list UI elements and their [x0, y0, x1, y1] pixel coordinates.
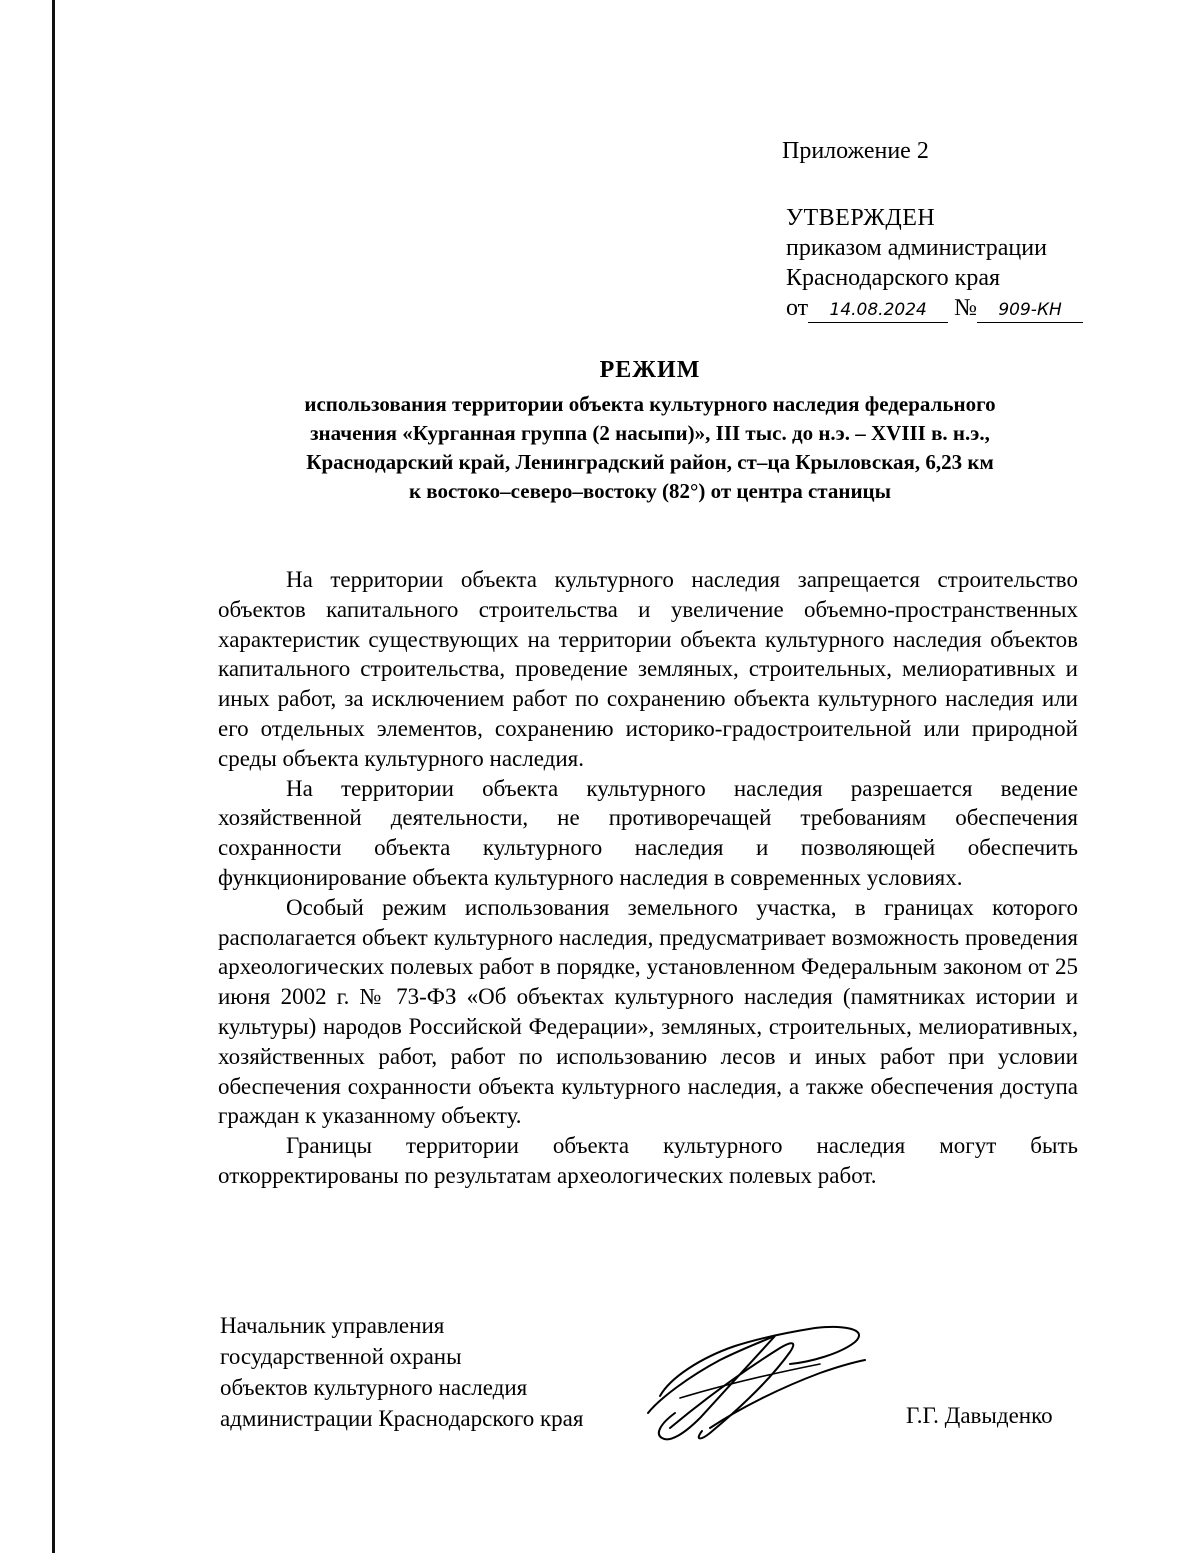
subtitle-line: использования территории объекта культурного наследия федерального — [304, 392, 996, 416]
body-paragraph: Границы территории объекта культурного наследия могут быть откорректированы по результатам археологических полевых работ. — [218, 1133, 1078, 1188]
order-date-handwritten: 14.08.2024 — [808, 298, 948, 323]
approval-order-line-1: приказом администрации — [786, 235, 1047, 261]
position-line: администрации Краснодарского края — [220, 1406, 584, 1431]
signatory-position — [220, 1310, 583, 1434]
body-paragraph: На территории объекта культурного наследия запрещается строительство объектов капитального строительства и увеличение объемно-пространственных характеристик существующих на территории объекта культурного наследия объектов капитального строительства, проведение земляных, строительных, мелиоративных и иных работ, за исключением работ по сохранению объекта культурного наследия или его отдельных элементов, сохранению историко-градостроительной или природной среды объекта культурного наследия. — [218, 567, 1078, 771]
from-label: от — [786, 295, 809, 321]
approved-heading: УТВЕРЖДЕН — [786, 205, 936, 231]
attachment-label: Приложение 2 — [782, 138, 929, 164]
position-line: государственной охраны — [220, 1344, 462, 1369]
signatory-name: Г.Г. Давыденко — [906, 1403, 1053, 1428]
subtitle-line: Краснодарский край, Ленинградский район, ст–ца Крыловская, 6,23 км — [306, 450, 994, 474]
number-label: № — [954, 295, 978, 321]
document-subtitle — [205, 390, 1095, 506]
subtitle-line: значения «Курганная группа (2 насыпи)», III тыс. до н.э. – XVIII в. н.э., — [310, 421, 990, 445]
body-paragraph: На территории объекта культурного наследия разрешается ведение хозяйственной деятельности, не противоречащей требованиям обеспечения сохранности объекта культурного наследия и позволяющей обеспечить функционирование объекта культурного наследия в современных условиях. — [218, 775, 1078, 890]
body-paragraph: Особый режим использования земельного участка, в границах которого располагается объект культурного наследия, предусматривает возможность проведения археологических полевых работ в порядке, установленном Федеральным законом от 25 июня 2002 г. № 73-ФЗ «Об объектах культурного наследия (памятниках истории и культуры) народов Российской Федерации», земляных, строительных, мелиоративных, хозяйственных работ, работ по использованию лесов и иных работ при условии обеспечения сохранности объекта культурного наследия, а также обеспечения доступа граждан к указанному объекту. — [218, 894, 1078, 1129]
subtitle-line: к востоко–северо–востоку (82°) от центра станицы — [408, 479, 892, 503]
position-line: Начальник управления — [220, 1313, 445, 1338]
order-date-number-line — [786, 293, 1083, 323]
order-number-handwritten: 909-КН — [977, 298, 1083, 323]
handwritten-signature — [640, 1318, 880, 1458]
document-title: РЕЖИМ — [599, 357, 701, 383]
approval-order-line-2: Краснодарского края — [786, 265, 1001, 291]
approval-block — [786, 203, 1083, 323]
document-body — [218, 565, 1078, 1191]
scan-edge-line — [52, 0, 55, 1553]
position-line: объектов культурного наследия — [220, 1375, 528, 1400]
